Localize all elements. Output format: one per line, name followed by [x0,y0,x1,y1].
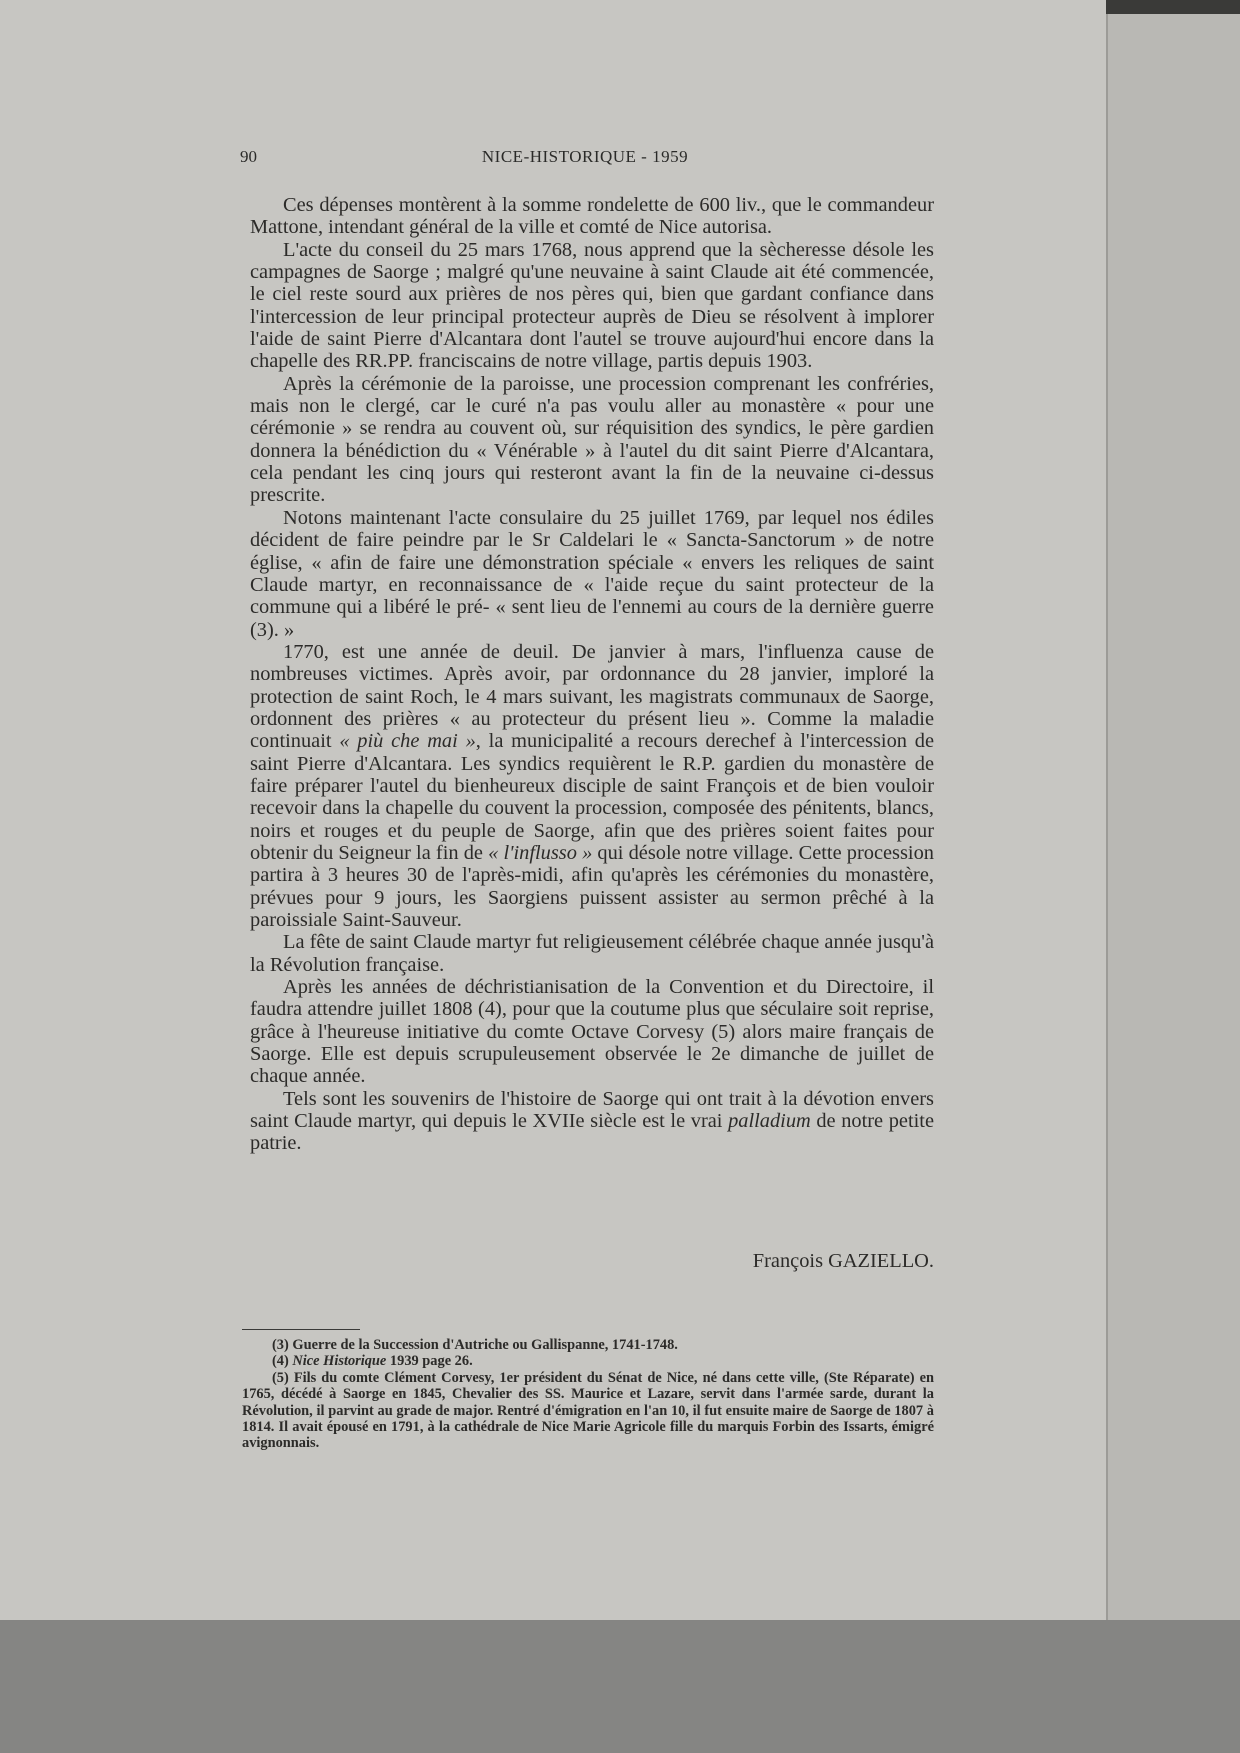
footnote: (4) Nice Historique 1939 page 26. [272,1353,473,1370]
paragraph: Après les années de déchristianisation de la Convention et du Directoire, il faudra attendre juillet 1808 (4), pour que la coutume plus que séculaire soit reprise, grâce à l'heureuse initiative du comte Octave Corvesy (5) alors maire français de Saorge. Elle est depuis scrupuleusement observée le 2e dimanche de juillet de chaque année. [250,976,934,1088]
paragraph: Ces dépenses montèrent à la somme rondelette de 600 liv., que le commandeur Mattone, intendant général de la ville et comté de Nice autorisa. [250,194,934,239]
paragraph: 1770, est une année de deuil. De janvier à mars, l'influenza cause de nombreuses victimes. Après avoir, par ordonnance du 28 janvier, imploré la protection de saint Roch, le 4 mars suivant, les magistrats communaux de Saorge, ordonnent des prières « au protecteur du présent lieu ». Comme la maladie continuait « più che mai », la municipalité a recours derechef à l'intercession de saint Pierre d'Alcantara. Les syndics requièrent le R.P. gardien du monastère de faire préparer l'autel du bienheureux disciple de saint François et de bien vouloir recevoir dans la chapelle du couvent la procession, composée des pénitents, blancs, noirs et rouges et du peuple de Saorge, afin que des prières soient faites pour obtenir du Seigneur la fin de « l'influsso » qui désole notre village. Cette procession partira à 3 heures 30 de l'après-midi, afin qu'après les cérémonies du monastère, prévues pour 9 jours, les Saorgiens puissent assister au sermon prêché à la paroissiale Saint-Sauveur. [250,640,934,931]
scan-background [0,1620,1240,1753]
scan-border [1106,0,1240,14]
italic-term: palladium [728,1110,811,1133]
paragraph: Tels sont les souvenirs de l'histoire de Saorge qui ont trait à la dévotion envers saint Claude martyr, qui depuis le XVIIe siècle est le vrai palladium de notre petite patrie. [250,1087,934,1155]
paragraph: L'acte du conseil du 25 mars 1768, nous apprend que la sècheresse désole les campagnes de Saorge ; malgré qu'une neuvaine à saint Claude ait été commencée, le ciel reste sourd aux prières de nos pères qui, bien que gardant confiance dans l'intercession de leur principal protecteur auprès de Dieu se résolvent à implorer l'aide de saint Pierre d'Alcantara dont l'autel se trouve aujourd'hui encore dans la chapelle des RR.PP. franciscains de notre village, partis depuis 1903. [250,238,934,373]
italic-quote: « più che mai » [339,730,476,753]
facing-page-edge [1106,0,1240,1753]
paragraph: La fête de saint Claude martyr fut religieusement célébrée chaque année jusqu'à la Révolution française. [250,931,934,976]
paragraph: Notons maintenant l'acte consulaire du 25 juillet 1769, par lequel nos édiles décident de faire peindre par le Sr Caldelari le « Sancta-Sanctorum » de notre église, « afin de faire une démonstration spéciale « envers les reliques de saint Claude martyr, en reconnaissance de « l'aide reçue du saint protecteur de la commune qui a libéré le pré- « sent lieu de l'ennemi au cours de la dernière guerre (3). » [250,506,934,641]
footnote-rule [242,1329,360,1330]
footnote: (3) Guerre de la Succession d'Autriche ou Gallispanne, 1741-1748. [272,1337,678,1353]
page-number: 90 [240,147,257,166]
italic-quote: « l'influsso » [488,841,593,864]
article-body [250,194,934,1155]
running-title: NICE-HISTORIQUE - 1959 [481,147,689,166]
footnote: (5) Fils du comte Clément Corvesy, 1er président du Sénat de Nice, né dans cette ville, (Ste Réparate) en 1765, décédé à Saorge en 1845, Chevalier des SS. Maurice et Lazare, servit dans l'armée sarde, durant la Révolution, il parvint au grade de major. Rentré d'émigration en l'an 10, il fut ensuite maire de Saorge de 1807 à 1814. Il avait épousé en 1791, à la cathédrale de Nice Marie Agricole fille du marquis Forbin des Issarts, émigré avignonnais. [242,1369,934,1452]
author-signature: François GAZIELLO. [752,1250,934,1272]
italic-title: Nice Historique [292,1353,387,1370]
paragraph: Après la cérémonie de la paroisse, une procession comprenant les confréries, mais non le clergé, car le curé n'a pas voulu aller au monastère « pour une cérémonie » se rendra au couvent où, sur réquisition des syndics, le père gardien donnera la bénédiction du « Vénérable » à l'autel du dit saint Pierre d'Alcantara, cela pendant les cinq jours qui resteront avant la fin de la neuvaine ci-dessus prescrite. [250,372,934,507]
footnotes [242,1337,934,1452]
